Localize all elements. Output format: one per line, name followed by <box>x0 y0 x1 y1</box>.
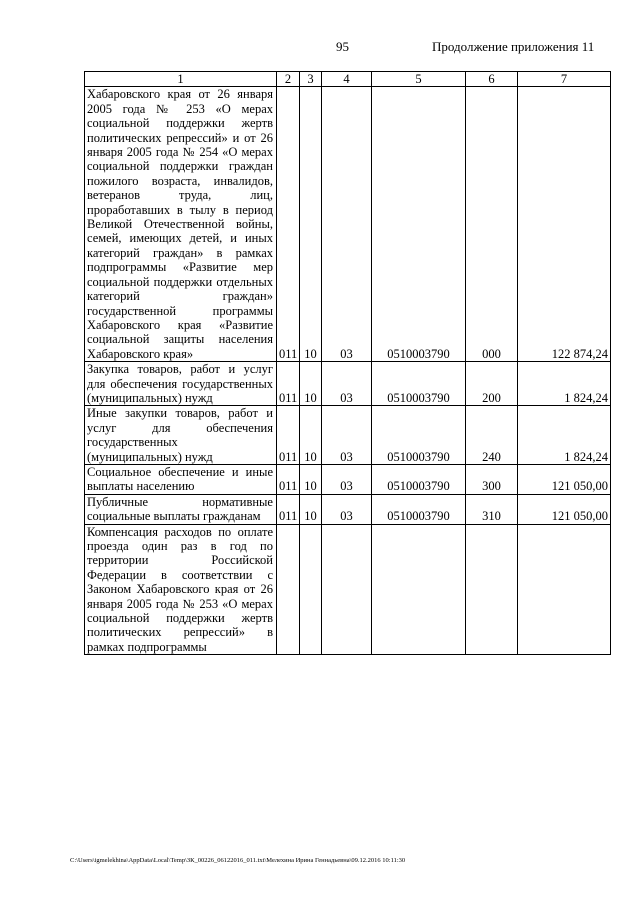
cell-section <box>300 524 322 655</box>
row-name: Публичные нормативные социальные выплаты гражданам <box>85 494 277 524</box>
column-header: 4 <box>322 72 372 87</box>
budget-table <box>84 71 611 655</box>
cell-expense-type: 200 <box>466 362 518 406</box>
continuation-title: Продолжение приложения 11 <box>432 39 595 54</box>
file-path-footer: C:\Users\igmelekhina\AppData\Local\Temp\ЗК_00226_06122016_011.txt\Мелехина Ирина Геннадьевна\09.12.2016 10:11:30 <box>70 857 406 864</box>
cell-section: 10 <box>300 494 322 524</box>
table-row <box>85 362 611 406</box>
table-row <box>85 464 611 494</box>
cell-admin-code: 011 <box>277 87 300 362</box>
row-name: Иные закупки товаров, работ и услуг для обеспечения государственных (муниципальных) нужд <box>85 406 277 465</box>
cell-admin-code <box>277 524 300 655</box>
row-name: Хабаровского края от 26 января 2005 года № 253 «О мерах социальной поддержки жертв политических репрессий» и от 26 января 2005 года № 254 «О мерах социальной поддержки граждан пожилого возраста, инвалидов, ветеранов труда, лиц, проработавших в тылу в период Великой Отечественной войны, семей, имеющих детей, и иных категорий граждан» в рамках подпрограммы «Развитие мер социальной поддержки отдельных категорий граждан» государственной программы Хабаровского края «Развитие социальной защиты населения Хабаровского края» <box>85 87 277 362</box>
row-name: Закупка товаров, работ и услуг для обеспечения государственных (муниципальных) нужд <box>85 362 277 406</box>
cell-target-article: 0510003790 <box>372 494 466 524</box>
cell-admin-code: 011 <box>277 464 300 494</box>
column-header: 2 <box>277 72 300 87</box>
cell-amount: 1 824,24 <box>518 362 611 406</box>
cell-admin-code: 011 <box>277 494 300 524</box>
cell-expense-type <box>466 524 518 655</box>
cell-expense-type: 000 <box>466 87 518 362</box>
cell-amount <box>518 524 611 655</box>
cell-amount: 121 050,00 <box>518 494 611 524</box>
cell-target-article: 0510003790 <box>372 406 466 465</box>
cell-section: 10 <box>300 406 322 465</box>
cell-section: 10 <box>300 362 322 406</box>
column-header: 1 <box>85 72 277 87</box>
column-header: 7 <box>518 72 611 87</box>
cell-expense-type: 310 <box>466 494 518 524</box>
cell-target-article <box>372 524 466 655</box>
table-row <box>85 494 611 524</box>
cell-admin-code: 011 <box>277 406 300 465</box>
table-row <box>85 524 611 655</box>
cell-subsection <box>322 524 372 655</box>
cell-admin-code: 011 <box>277 362 300 406</box>
column-header: 6 <box>466 72 518 87</box>
cell-expense-type: 300 <box>466 464 518 494</box>
cell-amount: 1 824,24 <box>518 406 611 465</box>
cell-section: 10 <box>300 87 322 362</box>
table-row <box>85 87 611 362</box>
cell-expense-type: 240 <box>466 406 518 465</box>
cell-subsection: 03 <box>322 406 372 465</box>
column-header: 3 <box>300 72 322 87</box>
cell-amount: 121 050,00 <box>518 464 611 494</box>
cell-subsection: 03 <box>322 362 372 406</box>
cell-section: 10 <box>300 464 322 494</box>
table-row <box>85 406 611 465</box>
cell-target-article: 0510003790 <box>372 362 466 406</box>
cell-subsection: 03 <box>322 87 372 362</box>
table-header-row <box>85 72 611 87</box>
row-name: Компенсация расходов по оплате проезда один раз в год по территории Российской Федерации в соответствии с Законом Хабаровского края от 26 января 2005 года № 253 «О мерах социальной поддержки жертв политических репрессий» в рамках подпрограммы <box>85 524 277 655</box>
column-header: 5 <box>372 72 466 87</box>
cell-amount: 122 874,24 <box>518 87 611 362</box>
cell-target-article: 0510003790 <box>372 87 466 362</box>
page-number: 95 <box>336 39 349 54</box>
cell-subsection: 03 <box>322 494 372 524</box>
cell-target-article: 0510003790 <box>372 464 466 494</box>
row-name: Социальное обеспечение и иные выплаты населению <box>85 464 277 494</box>
cell-subsection: 03 <box>322 464 372 494</box>
